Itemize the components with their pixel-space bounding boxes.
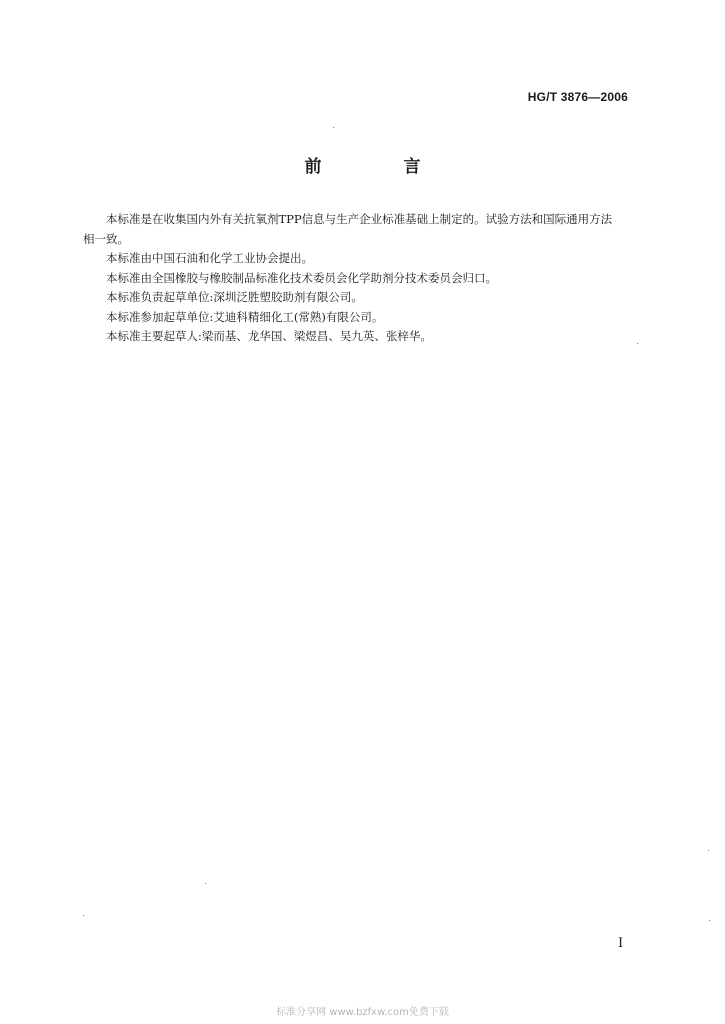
paragraph: 本标准负责起草单位:深圳泛胜塑胶助剂有限公司。	[106, 290, 363, 304]
footer-watermark: 标准分享网 www.bzfxw.com免费下载	[276, 1007, 449, 1018]
scan-speck	[205, 883, 206, 884]
paragraph: 本标准参加起草单位:艾迪科精细化工(常熟)有限公司。	[106, 309, 384, 324]
foreword-body	[83, 210, 623, 347]
scan-speck	[83, 915, 84, 916]
paragraph: 本标准是在收集国内外有关抗氧剂TPP信息与生产企业标准基础上制定的。试验方法和国际通用方法相一致。	[83, 212, 613, 246]
standard-code: HG/T 3876—2006	[527, 90, 628, 104]
page-number: I	[618, 936, 624, 951]
scan-speck	[333, 127, 334, 128]
paragraph: 本标准主要起草人:梁而基、龙华国、梁煜昌、吴九英、张梓华。	[106, 329, 432, 343]
scan-speck	[637, 343, 638, 344]
page-title: 前 言	[304, 157, 459, 177]
scan-speck	[709, 920, 710, 921]
scan-speck	[708, 850, 709, 851]
paragraph: 本标准由中国石油和化学工业协会提出。	[106, 251, 313, 265]
paragraph: 本标准由全国橡胶与橡胶制品标准化技术委员会化学助剂分技术委员会归口。	[106, 270, 497, 285]
